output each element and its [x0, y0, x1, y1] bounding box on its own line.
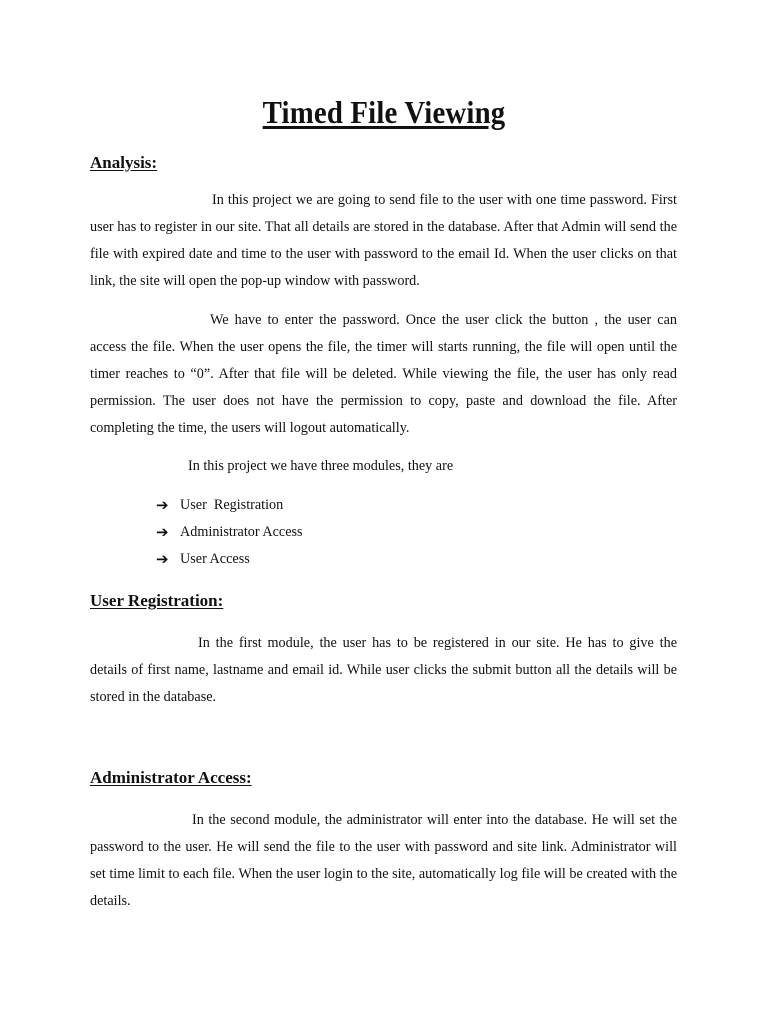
list-item [156, 546, 303, 573]
right-arrow-icon: ➔ [156, 523, 169, 541]
analysis-paragraph-2: We have to enter the password. Once the user click the button , the user can access the file. When the user opens the file, the timer will starts running, the file will open until the timer reaches to “0”. After that file will be deleted. While viewing the file, the user has only read permission. The user does not have the permission to copy, paste and download the file. After completing the time, the users will logout automatically. [90, 312, 677, 436]
document-title: Timed File Viewing [262, 94, 506, 130]
administrator-access-heading: Administrator Access: [90, 768, 252, 787]
analysis-heading: Analysis: [90, 153, 158, 172]
modules-list [156, 492, 303, 573]
module-label: Administrator Access [180, 524, 303, 540]
list-item [156, 519, 303, 546]
right-arrow-icon: ➔ [156, 496, 169, 514]
module-label: User Access [180, 551, 250, 567]
analysis-paragraph-1: In this project we are going to send file to the user with one time password. First user has to register in our site. That all details are stored in the database. After that Admin will send the file with expired date and time to the user with password to the email Id. When the user clicks on that link, the site will open the pop-up window with password. [90, 192, 677, 289]
module-label: User Registration [180, 497, 284, 513]
list-item [156, 492, 303, 519]
user-registration-paragraph: In the first module, the user has to be registered in our site. He has to give the details of first name, lastname and email id. While user clicks the submit button all the details will be stored in the database. [90, 635, 677, 705]
modules-intro: In this project we have three modules, they are [188, 458, 454, 474]
right-arrow-icon: ➔ [156, 550, 169, 568]
administrator-access-paragraph: In the second module, the administrator will enter into the database. He will set the password to the user. He will send the file to the user with password and site link. Administrator will set time limit to each file. When the user login to the site, automatically log file will be created with the details. [90, 812, 677, 909]
user-registration-heading: User Registration: [90, 591, 224, 610]
